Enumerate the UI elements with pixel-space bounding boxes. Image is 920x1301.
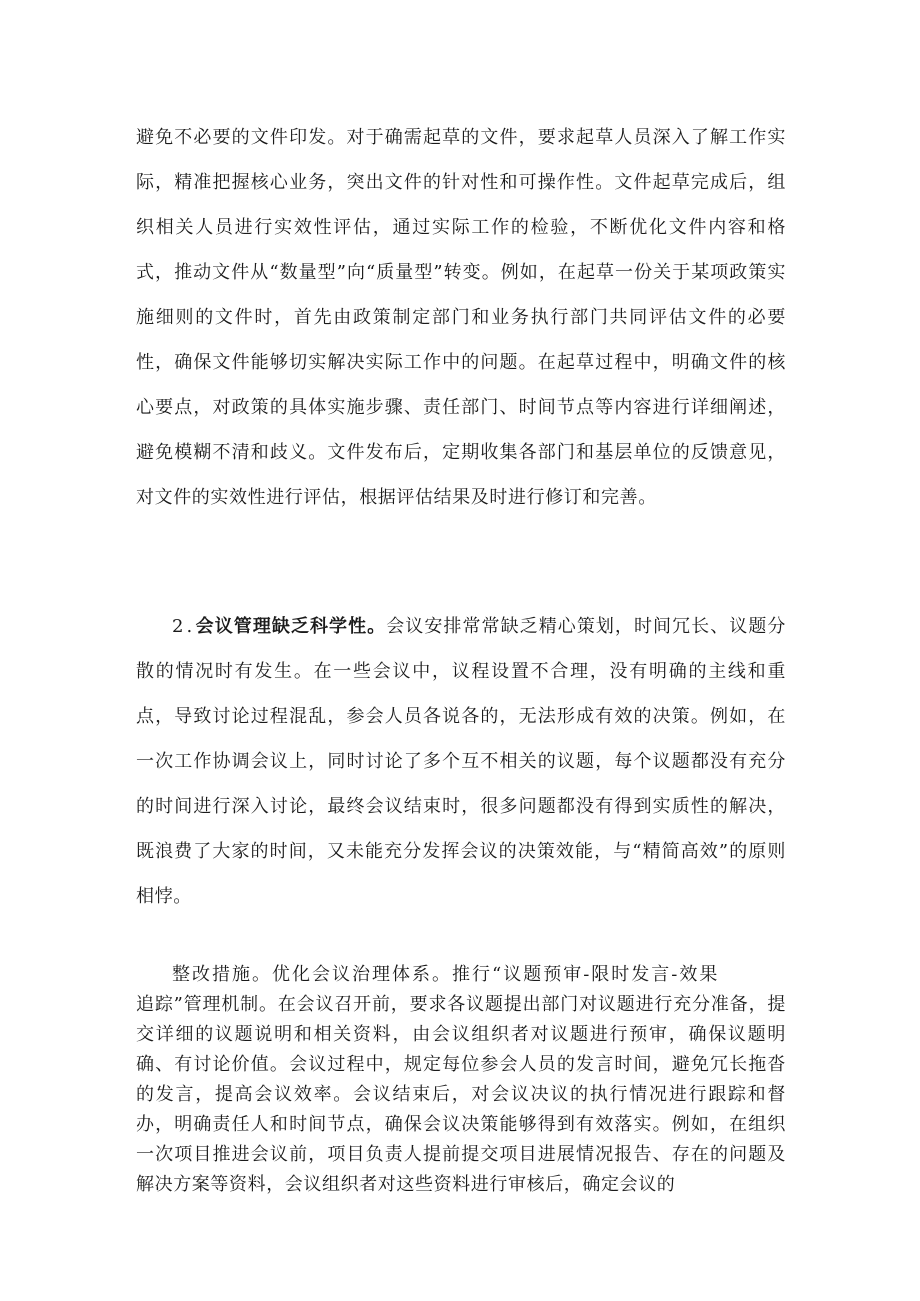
section-heading: 会议管理缺乏科学性。	[195, 616, 387, 637]
section-body: 会议安排常常缺乏精心策划，时间冗长、议题分散的情况时有发生。在一些会议中，议程设置不合理，没有明确的主线和重点，导致讨论过程混乱，参会人员各说各的，无法形成有效的决策。例如，在一次工作协调会议上，同时讨论了多个互不相关的议题，每个议题都没有充分的时间进行深入讨论，最终会议结束时，很多问题都没有得到实质性的解决，既浪费了大家的时间，又未能充分发挥会议的决策效能，与“精简高效”的原则相悖。	[136, 616, 786, 907]
paragraph-rectification-measures: 整改措施。优化会议治理体系。推行“议题预审-限时发言-效果	[172, 964, 720, 985]
section-number: 2.	[172, 616, 196, 637]
paragraph-document-drafting: 避免不必要的文件印发。对于确需起草的文件，要求起草人员深入了解工作实际，精准把握核心业务，突出文件的针对性和可操作性。文件起草完成后，组织相关人员进行实效性评估，通过实际工作的检验，不断优化文件内容和格式，推动文件从“数量型”向“质量型”转变。例如，在起草一份关于某项政策实施细则的文件时，首先由政策制定部门和业务执行部门共同评估文件的必要性，确保文件能够切实解决实际工作中的问题。在起草过程中，明确文件的核心要点，对政策的具体实施步骤、责任部门、时间节点等内容进行详细阐述，避免模糊不清和歧义。文件发布后，定期收集各部门和基层单位的反馈意见，对文件的实效性进行评估，根据评估结果及时进行修订和完善。	[136, 127, 786, 508]
paragraph-meeting-management	[136, 604, 786, 919]
paragraph-meeting-mechanism: 追踪”管理机制。在会议召开前，要求各议题提出部门对议题进行充分准备，提交详细的议题说明和相关资料，由会议组织者对议题进行预审，确保议题明确、有讨论价值。会议过程中，规定每位参会人员的发言时间，避免冗长拖沓的发言，提高会议效率。会议结束后，对会议决议的执行情况进行跟踪和督办，明确责任人和时间节点，确保会议决策能够得到有效落实。例如，在组织一次项目推进会议前，项目负责人提前提交项目进展情况报告、存在的问题及解决方案等资料，会议组织者对这些资料进行审核后，确定会议的	[136, 994, 786, 1195]
